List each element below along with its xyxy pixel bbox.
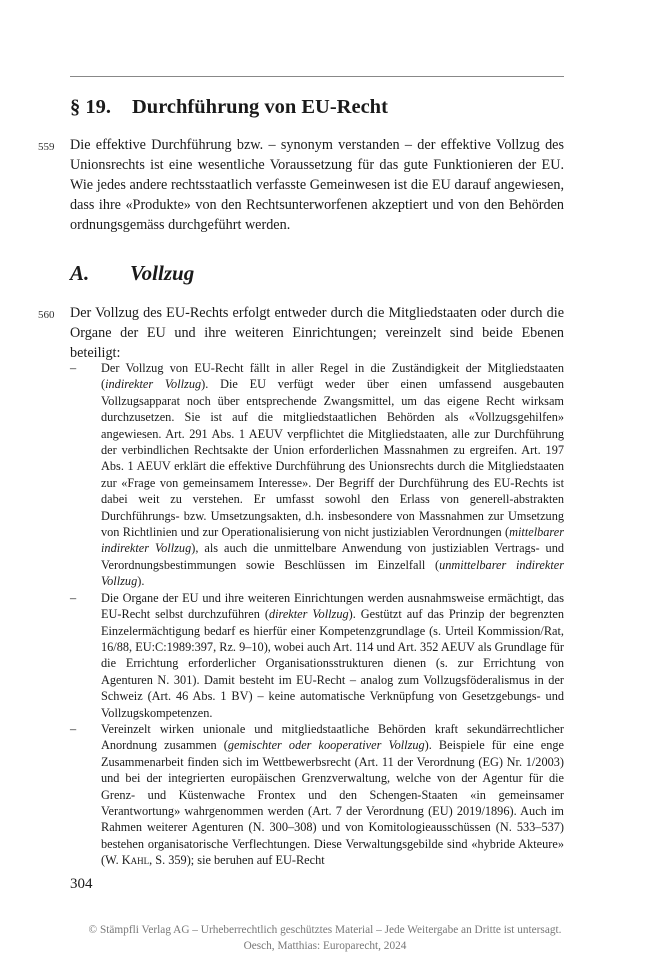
section-heading [70, 96, 388, 119]
list-item [70, 590, 564, 721]
item-term: mittelbarer indirekter Vollzug [101, 525, 564, 556]
list-item [70, 721, 564, 869]
item-text: Der Vollzug von EU-Recht fällt in aller Regel in die Zuständigkeit der Mitgliedstaaten ( [101, 361, 564, 392]
item-text: ). Beispiele für eine enge Zusammenarbeit finden sich im Wettbewerbsrecht (Art. 11 der Verordnung (EG) Nr. 1/2003) und bei der integrierten europäischen Grenzverwaltung, welche von der Agentur für die Grenz- und Küstenwache Frontex und den Schengen-Staaten «in gemeinsamer Verantwortung» wahrgenommen werden (Art. 7 der Verordnung (EU) 2019/1896). Auch im Rahmen weiterer Agenturen (N. 300–308) und von Komitologieausschüssen (N. 533–537) bestehen organisatorische Verflechtungen. Diese Verwaltungsgebilde sind «hybride Akteure» (W. [101, 738, 564, 868]
item-text: ). [137, 574, 145, 589]
item-term: indirekter Vollzug [105, 377, 202, 392]
header-rule [70, 76, 564, 77]
copyright-notice: © Stämpfli Verlag AG – Urheberrechtlich geschütztes Material – Jede Weitergabe an Dritte ist untersagt. [88, 924, 562, 936]
item-text: ), als auch die unmittelbare Anwendung von justiziablen Vertrags- und Verordnungsbestimmungen sowie Beschlüssen im Einzelfall ( [101, 541, 564, 572]
list-item [70, 360, 564, 590]
item-text: Vereinzelt wirken unionale und mitgliedstaatliche Behörden kraft sekundärrechtlicher Anordnung zusammen ( [101, 721, 564, 753]
subsection-title: Vollzug [130, 261, 195, 285]
subsection-heading [70, 261, 194, 286]
citation-line: Oesch, Matthias: Europarecht, 2024 [243, 940, 407, 952]
item-text: ). Die EU verfügt weder über einen umfassend ausgebauten Vollzugsapparat noch über entsprechende Zwangsmittel, um das eigene Recht wirksam durchzusetzen. Sie ist auf die mitgliedstaatlichen Behörden als «Vollzugsgehilfen» angewiesen. Art. 291 Abs. 1 AEUV verpflichtet die Mitgliedstaaten, alle zur Durchführung der verbindlichen Rechtsakte der Union erforderlichen Massnahmen zu ergreifen. Art. 197 Abs. 1 AEUV erklärt die effektive Durchführung des Unionsrechts durch die Mitgliedstaaten zur «Frage von gemeinsamem Interesse». Der Begriff der Durchführung des EU-Rechts ist dabei weit zu verstehen. Er umfasst sowohl den Erlass von generell-abstrakten Durchführungs- bzw. Umsetzungsakten, d.h. insbesondere von Massnahmen zur Umsetzung von Richtlinien und zur Operationalisierung von nicht justiziablen Verordnungen ( [101, 377, 564, 540]
section-number: § 19. [70, 96, 111, 118]
margin-number: 560 [38, 309, 55, 321]
dash-marker: – [70, 590, 77, 605]
item-text: Die Organe der EU und ihre weiteren Einrichtungen werden ausnahmsweise ermächtigt, das EU-Recht selbst durchzuführen ( [101, 590, 564, 622]
dash-marker: – [70, 721, 77, 736]
dash-marker: – [70, 361, 77, 375]
margin-number: 559 [38, 141, 55, 153]
item-text: ). Gestützt auf das Prinzip der begrenzten Einzelermächtigung bedarf es hierfür einer Kompetenzgrundlage (s. Urteil Kommission/Rat, 16/88, EU:C:1989:397, Rz. 9–10), wobei auch Art. 114 und Art. 352 AEUV als Grundlage für die Errichtung erforderlicher Organisationsstrukturen dienen (s. zur Errichtung von Agenturen N. 301). Damit besteht im EU-Recht – analog zum Vollzugsföderalismus in der Schweiz (Art. 46 Abs. 1 BV) – keine automatische Verknüpfung von Gesetzgebungs- und Vollzugskompetenzen. [101, 607, 564, 720]
page-number: 304 [70, 876, 93, 892]
subsection-letter: A. [70, 261, 90, 285]
enforcement-list [70, 360, 564, 869]
item-term: gemischter oder kooperativer Vollzug [227, 738, 425, 753]
item-text: , S. 359); sie beruhen auf EU-Recht [149, 853, 325, 868]
paragraph-559: Die effektive Durchführung bzw. – synonym verstanden – der effektive Vollzug des Unionsrechts ist eine wesentliche Voraussetzung für das gute Funktionieren der EU. Wie jedes andere rechtsstaatlich verfasste Gemeinwesen ist die EU darauf angewiesen, dass ihre «Produkte» von den Rechtsunterworfenen akzeptiert und von den Behörden ordnungsgemäss durchgeführt werden. [70, 137, 564, 233]
paragraph-560: Der Vollzug des EU-Rechts erfolgt entweder durch die Mitgliedstaaten oder durch die Organe der EU und ihre weiteren Einrichtungen; vereinzelt sind beide Ebenen beteiligt: [70, 305, 564, 361]
item-term: unmittelbarer indirekter Vollzug [101, 557, 564, 589]
item-term: direkter Vollzug [268, 607, 349, 622]
author-name: Kahl [121, 853, 150, 868]
section-title: Durchführung von EU-Recht [132, 96, 388, 118]
